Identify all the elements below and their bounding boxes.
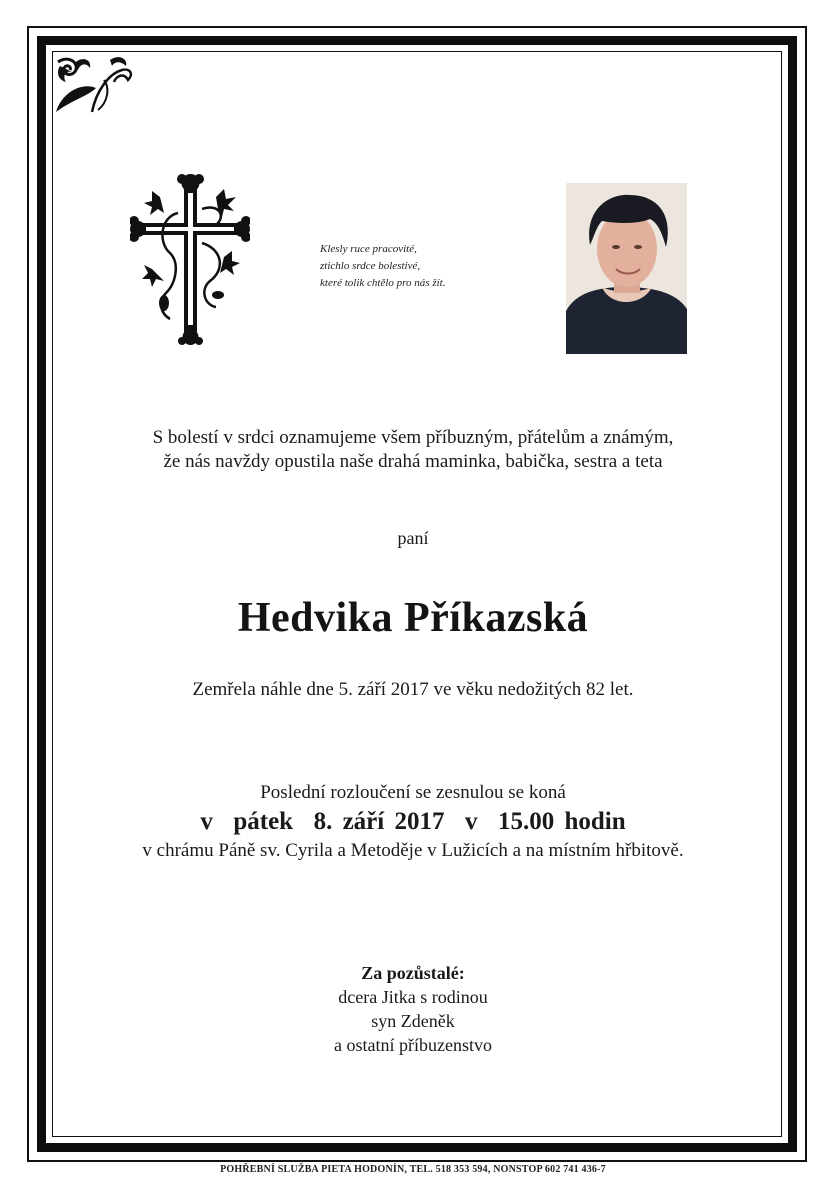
announcement-line-2: že nás navždy opustila naše drahá maminka, babička, sestra a teta	[163, 451, 663, 472]
salutation: paní	[397, 528, 429, 548]
ceremony-info	[0, 780, 826, 864]
survivor-line: syn Zdeněk	[371, 1011, 455, 1031]
survivor-line: dcera Jitka s rodinou	[338, 987, 488, 1007]
ceremony-place: v chrámu Páně sv. Cyrila a Metoděje v Lužicích a na místním hřbitově.	[142, 840, 684, 861]
survivor-line: a ostatní příbuzenstvo	[334, 1035, 492, 1055]
survivors	[0, 961, 826, 1057]
memorial-poem	[320, 241, 445, 292]
poem-line: které tolik chtělo pro nás žít.	[320, 277, 446, 289]
death-info: Zemřela náhle dne 5. září 2017 ve věku nedožitých 82 let.	[192, 679, 634, 700]
floral-corner-ornament-icon	[52, 52, 136, 124]
ceremony-intro: Poslední rozloučení se zesnulou se koná	[260, 782, 566, 803]
portrait-photo	[566, 183, 687, 354]
announcement-line-1: S bolestí v srdci oznamujeme všem příbuzným, přátelům a známým,	[152, 427, 674, 448]
announcement	[0, 426, 826, 474]
poem-line: ztichlo srdce bolestivé,	[320, 260, 421, 272]
ceremony-datetime: v pátek 8. září 2017 v 15.00 hodin	[200, 808, 626, 835]
survivors-heading: Za pozůstalé:	[361, 963, 465, 983]
ornamental-cross-icon	[130, 173, 250, 345]
poem-line: Klesly ruce pracovité,	[320, 243, 417, 255]
deceased-name: Hedvika Příkazská	[237, 595, 589, 641]
funeral-service-footer: POHŘEBNÍ SLUŽBA PIETA HODONÍN, TEL. 518 353 594, NONSTOP 602 741 436-7	[220, 1164, 606, 1175]
